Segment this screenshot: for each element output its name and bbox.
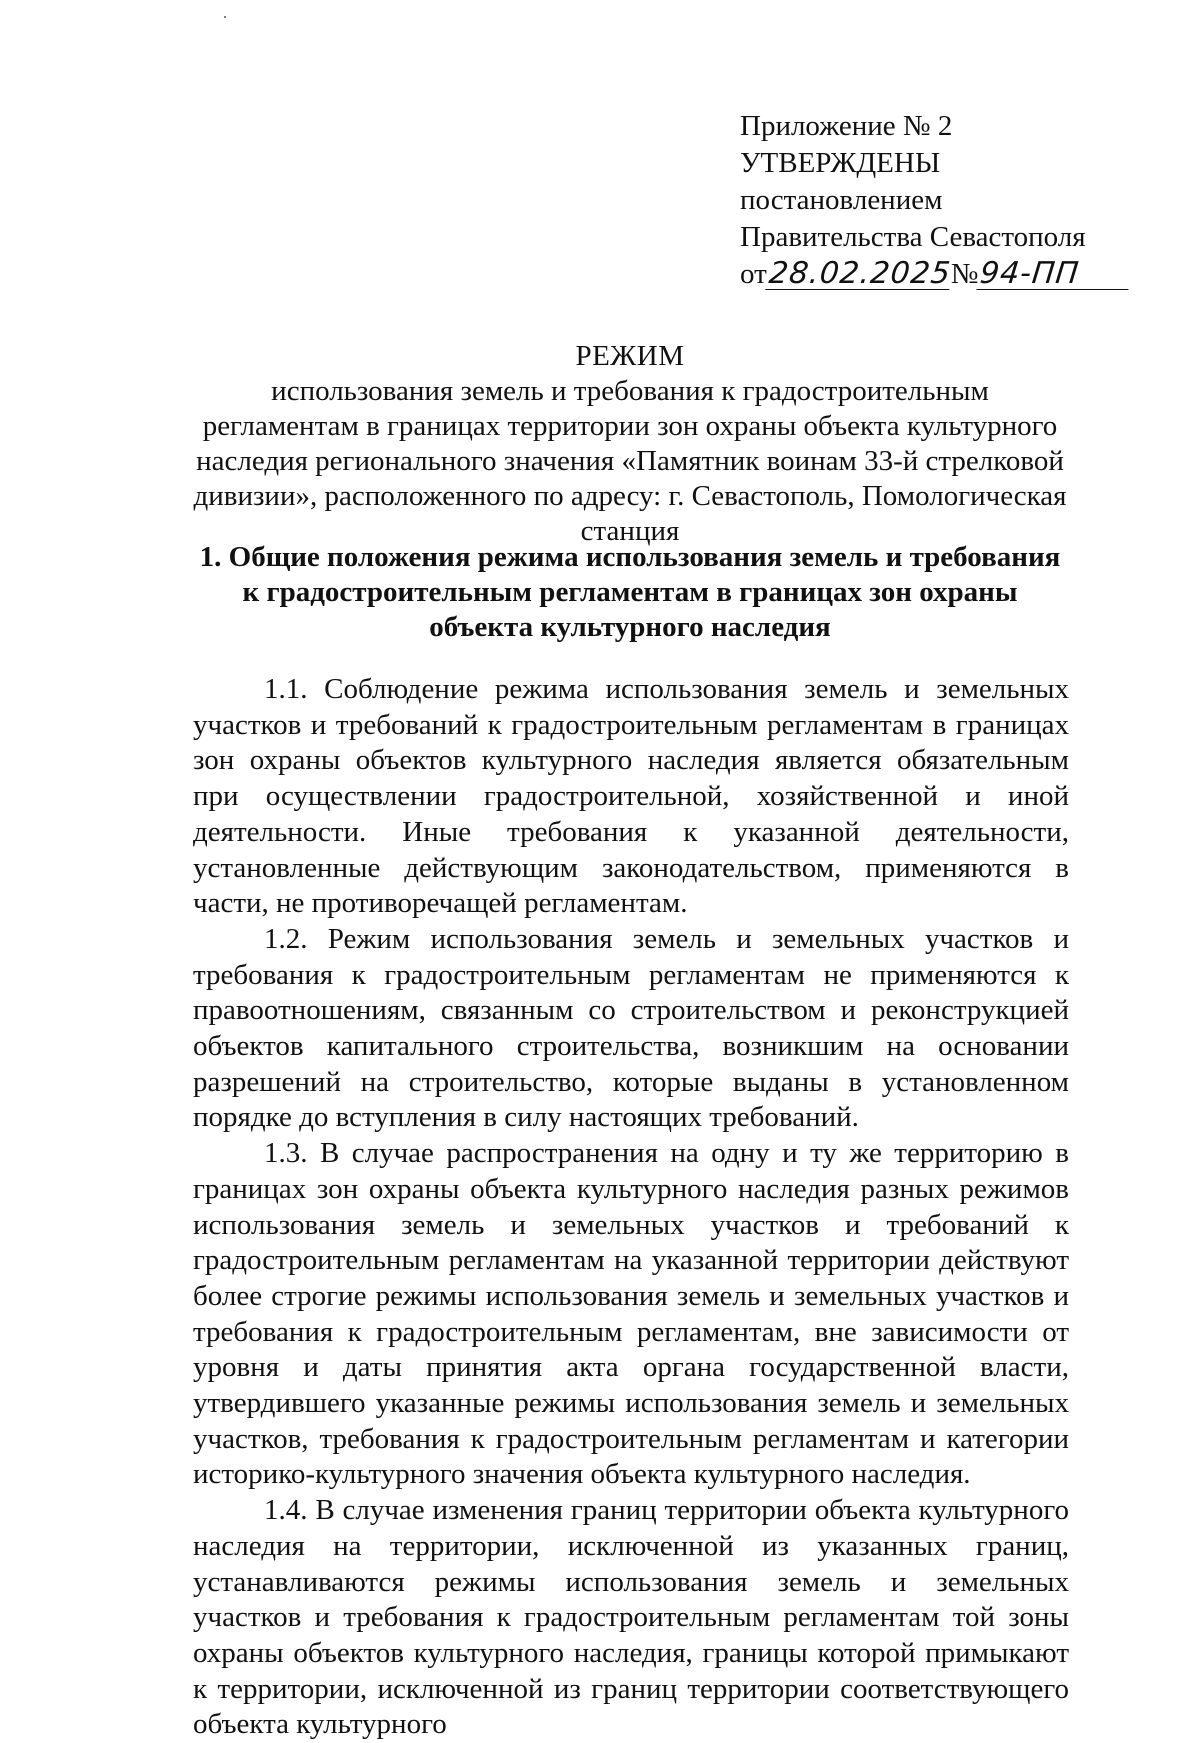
- date-prefix: от: [740, 258, 767, 290]
- approved-label: УТВЕРЖДЕНЫ: [740, 147, 941, 179]
- paragraph-1-3: 1.3. В случае распространения на одну и ту же территорию в границах зон охраны объекта культурного наследия разных режимов использования земель и земельных участков и требований к градостроительным регламентам на указанной территории действуют более строгие режимы использования земель и земельных участков и требования к градостроительным регламентам, вне зависимости от уровня и даты принятия акта органа государственной власти, утвердившего указанные режимы использования земель и земельных участков, требования к градостроительным регламентам и категории историко-культурного значения объекта культурного наследия.: [193, 1137, 1069, 1491]
- paragraph-1-4: 1.4. В случае изменения границ территории объекта культурного наследия на территории, исключенной из указанных границ, устанавливаются режимы использования земель и земельных участков и требования к градостроительным регламентам той зоны охраны объектов культурного наследия, границы которой примыкают к территории, исключенной из границ территории соответствующего объекта культурного: [193, 1494, 1069, 1741]
- date-number-line: [740, 256, 1130, 293]
- appendix-number: Приложение № 2: [740, 110, 953, 142]
- document-subtitle: использования земель и требования к градостроительным регламентам в границах территории зон охраны объекта культурного наследия регионального значения «Памятник воинам 33-й стрелковой дивизии», расположенного по адресу: г. Севастополь, Помологическая станция: [193, 375, 1067, 547]
- government-label: Правительства Севастополя: [740, 221, 1086, 253]
- paragraph-1-2: 1.2. Режим использования земель и земельных участков и требования к градостроительным регламентам не применяются к правоотношениям, связанным со строительством и реконструкцией объектов капитального строительства, возникшим на основании разрешений на строительство, которые выданы в установленном порядке до вступления в силу настоящих требований.: [193, 922, 1069, 1134]
- number-prefix: №: [950, 258, 979, 290]
- resolution-label: постановлением: [740, 184, 943, 216]
- approval-block: [740, 108, 1130, 293]
- section-1-heading: 1. Общие положения режима использования земель и требования к градостроительным регламентам в границах зон охраны объекта культурного наследия: [199, 541, 1061, 643]
- document-body: [193, 672, 1069, 1743]
- document-title: РЕЖИМ: [575, 340, 685, 372]
- scan-speck: [224, 16, 226, 18]
- handwritten-date: 28.02.2025: [767, 256, 953, 291]
- paragraph-1-1: 1.1. Соблюдение режима использования земель и земельных участков и требований к градостроительным регламентам в границах зон охраны объектов культурного наследия является обязательным при осуществлении градостроительной, хозяйственной и иной деятельности. Иные требования к указанной деятельности, установленные действующим законодательством, применяются в части, не противоречащей регламентам.: [193, 673, 1069, 920]
- handwritten-number: 94-ПП: [977, 259, 1132, 290]
